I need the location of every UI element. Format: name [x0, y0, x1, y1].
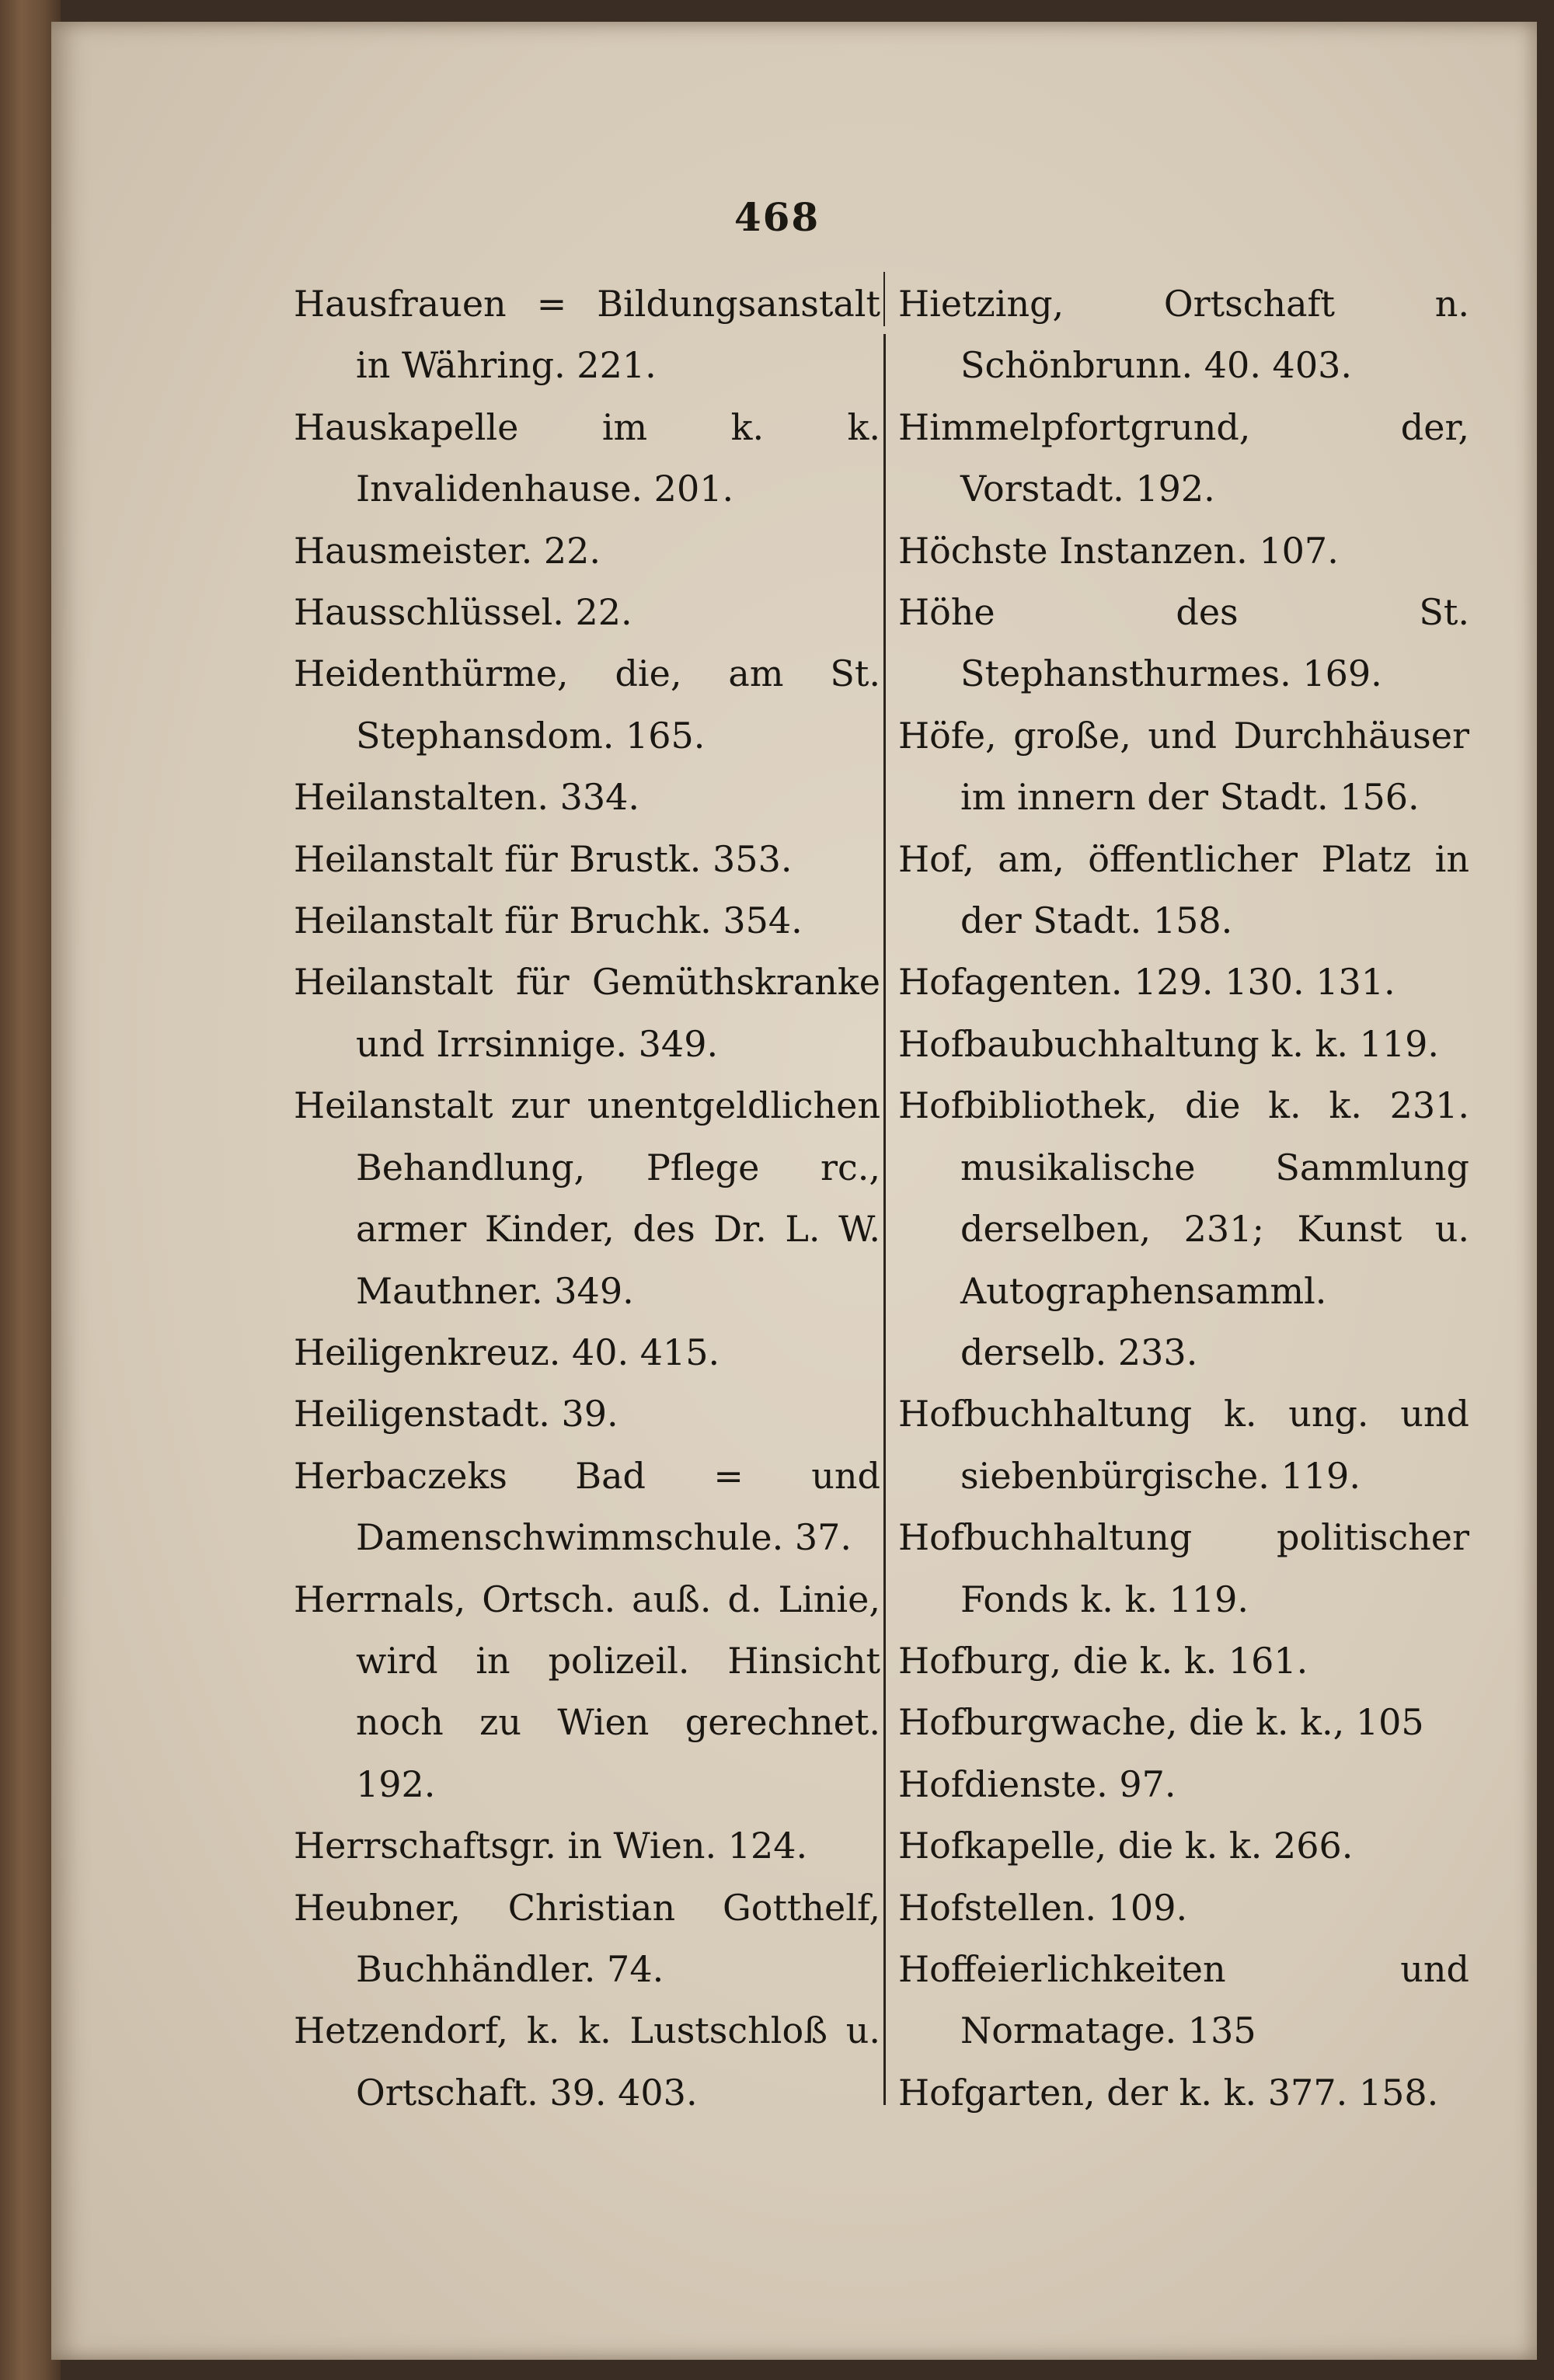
index-entry: Herrnals, Ortsch. auß. d. Linie, wird in polizeil. Hinsicht noch zu Wien gerechnet. 192. [294, 1578, 880, 1805]
index-entry: Heubner, Christian Gotthelf, Buchhändler. 74. [294, 1886, 880, 1990]
index-entry: Hofburg, die k. k. 161. [898, 1639, 1308, 1682]
index-entry: Heiligenstadt. 39. [294, 1393, 618, 1435]
index-entry: Hofagenten. 129. 130. 131. [898, 961, 1395, 1004]
index-column-left [294, 273, 880, 2124]
index-entry: Hietzing, Ortschaft n. Schönbrunn. 40. 403. [898, 283, 1469, 387]
index-entry: Heiligenkreuz. 40. 415. [294, 1331, 720, 1373]
index-entry: Hoffeierlichkeiten und Normatage. 135 [898, 1947, 1469, 2052]
index-entry: Hofbibliothek, die k. k. 231. musikalische Sammlung derselben, 231; Kunst u. Autographensamml. derselb. 233. [898, 1084, 1469, 1373]
index-entry: Heilanstalt für Gemüthskranke und Irrsinnige. 349. [294, 961, 880, 1065]
index-entry: Hofdienste. 97. [898, 1762, 1176, 1805]
index-entry: Hofbuchhaltung k. ung. und siebenbürgische. 119. [898, 1393, 1469, 1497]
index-entry: Höhe des St. Stephansthurmes. 169. [898, 591, 1469, 695]
index-entry: Heilanstalt für Brustk. 353. [294, 837, 793, 880]
index-entry: Heidenthürme, die, am St. Stephansdom. 165. [294, 652, 880, 757]
index-entry: Hof, am, öffentlicher Platz in der Stadt. 158. [898, 837, 1469, 942]
index-entry: Hofburgwache, die k. k., 105 [898, 1701, 1424, 1744]
index-entry: Herbaczeks Bad = und Damenschwimmschule. 37. [294, 1454, 880, 1559]
index-entry: Heilanstalten. 334. [294, 776, 640, 819]
index-entry: Himmelpfortgrund, der, Vorstadt. 192. [898, 405, 1469, 510]
index-entry: Hofgarten, der k. k. 377. 158. [898, 2071, 1439, 2114]
column-divider-top [883, 272, 885, 326]
page-number: 468 [733, 194, 821, 240]
index-entry: Höfe, große, und Durchhäuser im innern der Stadt. 156. [898, 714, 1469, 819]
index-entry: Hofbaubuchhaltung k. k. 119. [898, 1022, 1440, 1065]
index-entry: Hauskapelle im k. k. Invalidenhause. 201. [294, 405, 880, 510]
index-entry: Heilanstalt für Bruchk. 354. [294, 899, 803, 942]
index-entry: Hofbuchhaltung politischer Fonds k. k. 119. [898, 1516, 1469, 1620]
index-entry: Hausmeister. 22. [294, 529, 601, 572]
index-entry: Hofstellen. 109. [898, 1886, 1188, 1929]
index-entry: Hofkapelle, die k. k. 266. [898, 1825, 1354, 1867]
index-column-right [898, 273, 1469, 2124]
index-entry: Höchste Instanzen. 107. [898, 529, 1339, 572]
index-entry: Hausfrauen = Bildungsanstalt in Währing. 221. [294, 283, 880, 387]
column-divider [883, 334, 886, 2105]
index-entry: Heilanstalt zur unentgeldlichen Behandlung, Pflege rc., armer Kinder, des Dr. L. W. Mauthner. 349. [294, 1084, 880, 1312]
index-entry: Herrschaftsgr. in Wien. 124. [294, 1825, 808, 1867]
index-entry: Hausschlüssel. 22. [294, 591, 632, 634]
index-entry: Hetzendorf, k. k. Lustschloß u. Ortschaft. 39. 403. [294, 2009, 880, 2114]
